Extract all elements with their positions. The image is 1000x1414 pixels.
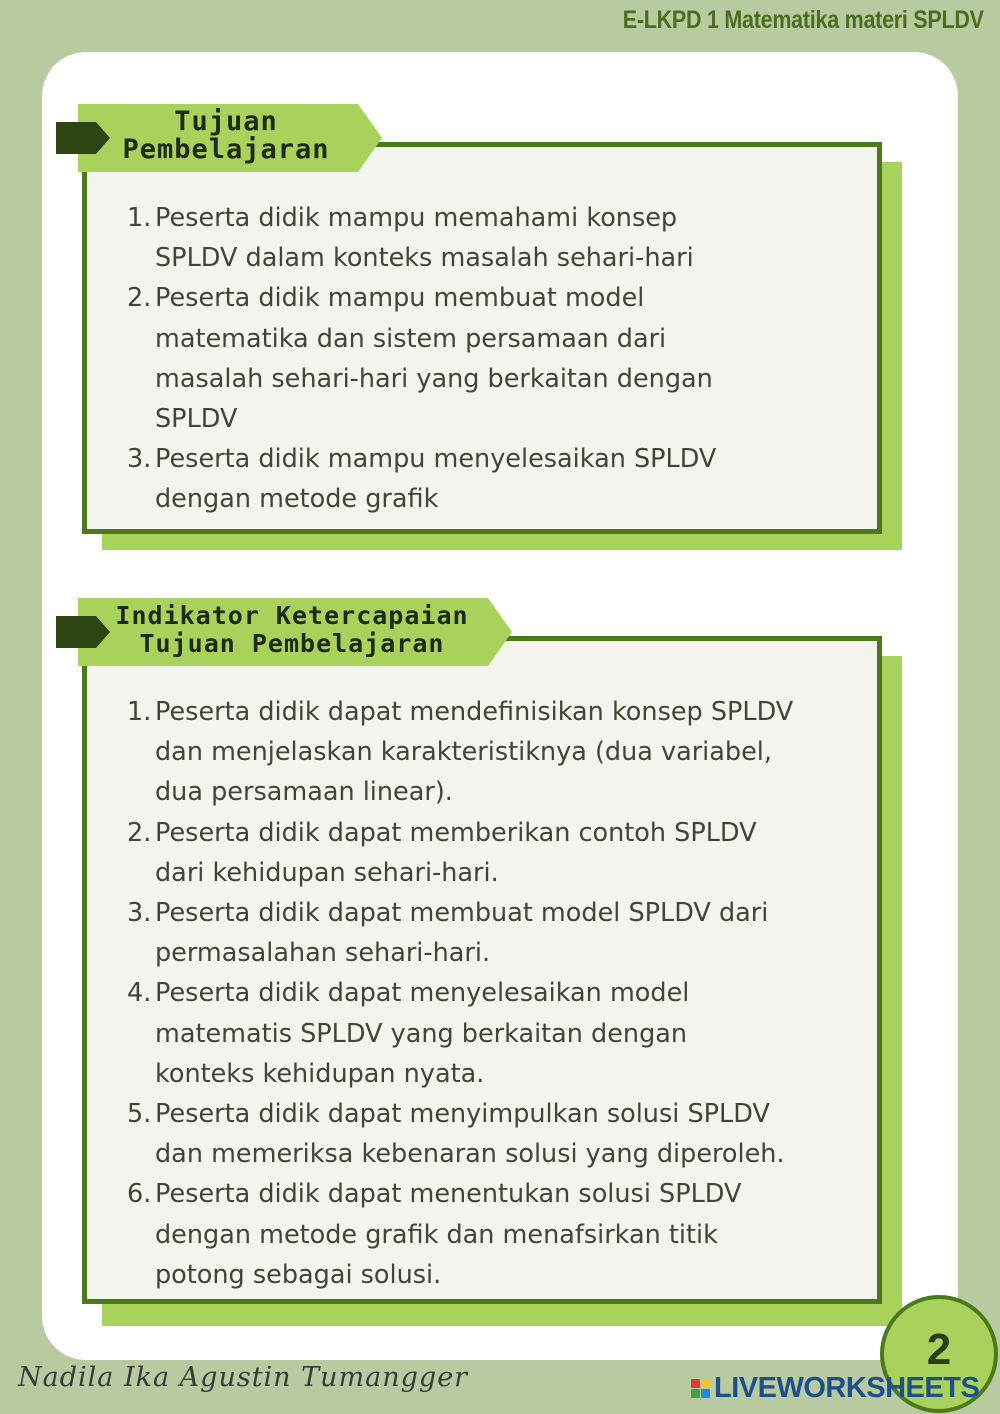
learning-objectives-card — [82, 142, 904, 552]
achievement-indicators-banner — [56, 594, 516, 670]
liveworksheets-wordmark: LIVEWORKSHEETS — [714, 1372, 980, 1404]
achievement-indicators-list — [127, 692, 793, 1295]
banner-heading: Tujuan Pembelajaran — [122, 106, 330, 165]
list-item: Peserta didik dapat menentukan solusi SPLDV dengan metode grafik dan menafsirkan titik potong sebagai solusi. — [155, 1179, 742, 1290]
list-item: Peserta didik mampu membuat model matematika dan sistem persamaan dari masalah sehari-hari yang berkaitan dengan SPLDV — [155, 283, 713, 435]
liveworksheets-logo — [691, 1372, 979, 1405]
list-item: Peserta didik mampu menyelesaikan SPLDV dengan metode grafik — [155, 444, 717, 515]
list-item: Peserta didik dapat membuat model SPLDV dari permasalahan sehari-hari. — [155, 898, 769, 969]
liveworksheets-mark-icon — [691, 1379, 710, 1398]
author-signature: Nadila Ika Agustin Tumangger — [18, 1362, 469, 1393]
document-title: E-LKPD 1 Matematika materi SPLDV — [623, 6, 984, 34]
achievement-indicators-card — [82, 636, 904, 1328]
page-number: 2 — [926, 1325, 952, 1374]
learning-objectives-list — [127, 198, 716, 520]
list-item: Peserta didik mampu memahami konsep SPLDV dalam konteks masalah sehari-hari — [155, 203, 694, 274]
banner-heading: Indikator Ketercapaian Tujuan Pembelajaran — [115, 601, 469, 658]
list-item: Peserta didik dapat menyelesaikan model matematis SPLDV yang berkaitan dengan konteks kehidupan nyata. — [155, 978, 690, 1089]
learning-objectives-banner — [56, 100, 386, 176]
list-item: Peserta didik dapat memberikan contoh SPLDV dari kehidupan sehari-hari. — [155, 817, 757, 888]
list-item: Peserta didik dapat menyimpulkan solusi SPLDV dan memeriksa kebenaran solusi yang diperoleh. — [155, 1099, 785, 1170]
list-item: Peserta didik dapat mendefinisikan konsep SPLDV dan menjelaskan karakteristiknya (dua variabel, dua persamaan linear). — [155, 697, 794, 808]
